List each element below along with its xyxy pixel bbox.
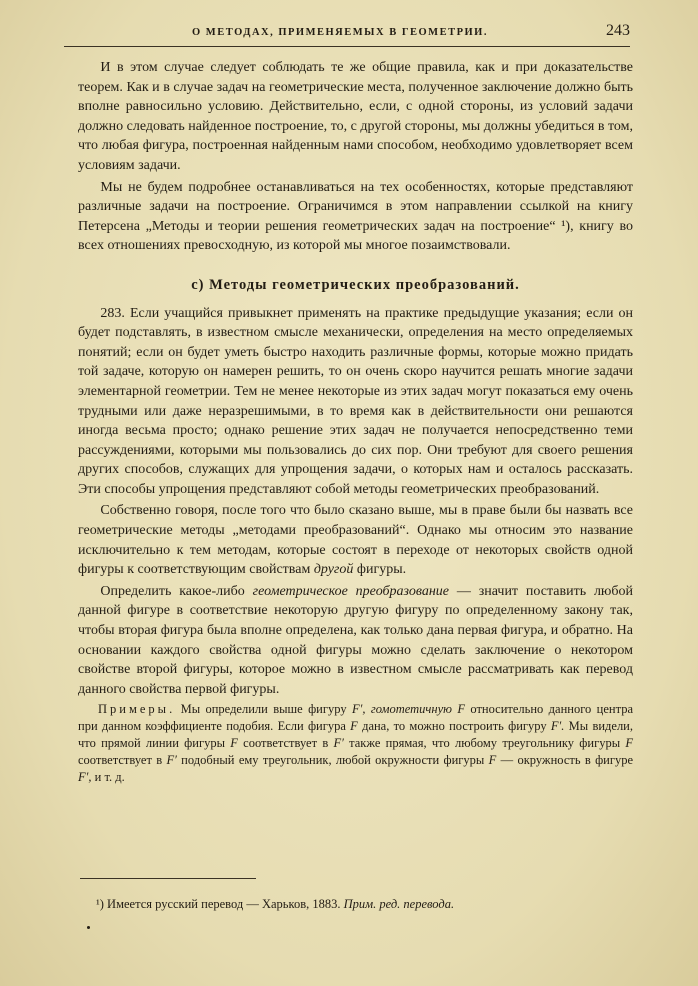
text-run: фигуры. (356, 562, 407, 578)
footnote (96, 897, 454, 912)
figure-symbol: F′ (166, 753, 177, 768)
text-run: Мы определили выше фигуру (180, 702, 347, 717)
text-run: и т. д. (94, 770, 125, 785)
text-run: — значит поставить любой данной фигуре в соответствие некоторую другую фигуру по определенному закону так, чтобы вторая фигура была вполне определена, как только дана первая фигура, и обратно. На основании каждого свойства одной фигуры можно сделать заключение о некотором свойстве второй фигуры, которое можно в известном смысле рассматривать как перевод данного свойства первой фигуры. (78, 583, 634, 697)
figure-symbol: F (457, 702, 465, 717)
italic-term: геометрическое преобразование (252, 583, 449, 599)
footnote-divider (80, 878, 256, 879)
text-run: подобный ему треугольник, любой окружности фигуры (181, 753, 485, 768)
italic-term: другой (313, 562, 354, 578)
text-run: соответствует в (243, 736, 329, 751)
figure-symbol: F′, (78, 770, 92, 785)
text-run: Определить какое-либо (100, 583, 245, 599)
footnote-marker: ¹) (96, 897, 104, 911)
figure-symbol: F (488, 753, 497, 768)
figure-symbol: F′. (550, 719, 565, 734)
paragraph-intro-2: Мы не будем подробнее останавливаться на тех особенностях, которые представляют различные задачи на построение. Ограничимся в этом направлении ссылкой на книгу Петерсена „Методы и теории решения геометрических задач на построение“ ¹), книгу во всех отношениях превосходную, из которой мы многое позаимствовали. (78, 179, 633, 254)
figure-symbol: F′, (351, 702, 366, 717)
main-text (78, 58, 633, 788)
text-run: дана, то можно построить фигуру (362, 719, 547, 734)
figure-symbol: F (230, 736, 238, 751)
text-run: — окружность в фигуре (500, 753, 634, 768)
figure-symbol: F (625, 736, 634, 751)
text-run: Собственно говоря, после того что было сказано выше, мы в праве были бы назвать все геометрические методы „методами преобразований“. Однако мы относим это название исключительно к тем методам, которые состоят в переходе от некоторых свойств одной фигуры к соответствующим свойствам (78, 503, 633, 578)
text-run: относительно данного центра при данном коэффициенте подобия. Если фигура (78, 702, 634, 734)
italic-term: гомотетичную (370, 702, 452, 717)
section-heading: c) Методы геометрических преобразований. (191, 276, 520, 293)
figure-symbol: F′ (333, 736, 344, 751)
paragraph-283: 283. Если учащийся привыкнет применять на практике предыдущие указания; если он будет подставлять, в известном смысле механически, определения на место определяемых понятий; если он будет уметь быстро находить различные формы, которые можно придать той задаче, которую он намерен решить, то он очень скоро научится решать многие задачи элементарной геометрии. Тем не менее некоторые из этих задач могут показаться ему очень трудными или даже неразрешимыми, в то время как в действительности они решаются иногда весьма просто; однако решение этих задач не получается непосредственно теми рассуждениями, которыми мы пользовались до сих пор. Они требуют для своего решения других способов, служащих для упрощения задачи, о которых нам и осталось рассказать. Эти способы упрощения представляют собой методы геометрических преобразований. (78, 305, 633, 497)
ink-dot (87, 926, 90, 929)
text-run: Мы видели, что прямой линии фигуры (78, 719, 633, 751)
footnote-text: Имеется русский перевод — Харьков, 1883. (107, 897, 341, 911)
paragraph-intro-1: И в этом случае следует соблюдать те же общие правила, как и при доказательстве теорем. Как и в случае задач на геометрические места, полученное заключение должно быть вполне равносильно условию. Действительно, если, с одной стороны, из условий задачи должно следовать найденное построение, то, с другой стороны, мы должны убедиться в том, что любая фигура, построенная найденным нами способом, необходимо удовлетворяет всем условиям задачи. (78, 60, 633, 173)
footnote-editor-note: Прим. ред. перевода. (343, 897, 455, 911)
paragraph-transform-name (78, 501, 633, 579)
running-header (64, 22, 630, 47)
paragraph-definition (78, 582, 633, 700)
figure-symbol: F (350, 719, 358, 734)
running-title: О МЕТОДАХ, ПРИМЕНЯЕМЫХ В ГЕОМЕТРИИ. (192, 27, 488, 38)
page-number: 243 (606, 22, 630, 39)
examples-paragraph (78, 701, 633, 786)
examples-label: Примеры. (98, 702, 176, 717)
text-run: также прямая, что любому треугольнику фигуры (349, 736, 621, 751)
text-run: соответствует в (78, 753, 163, 768)
